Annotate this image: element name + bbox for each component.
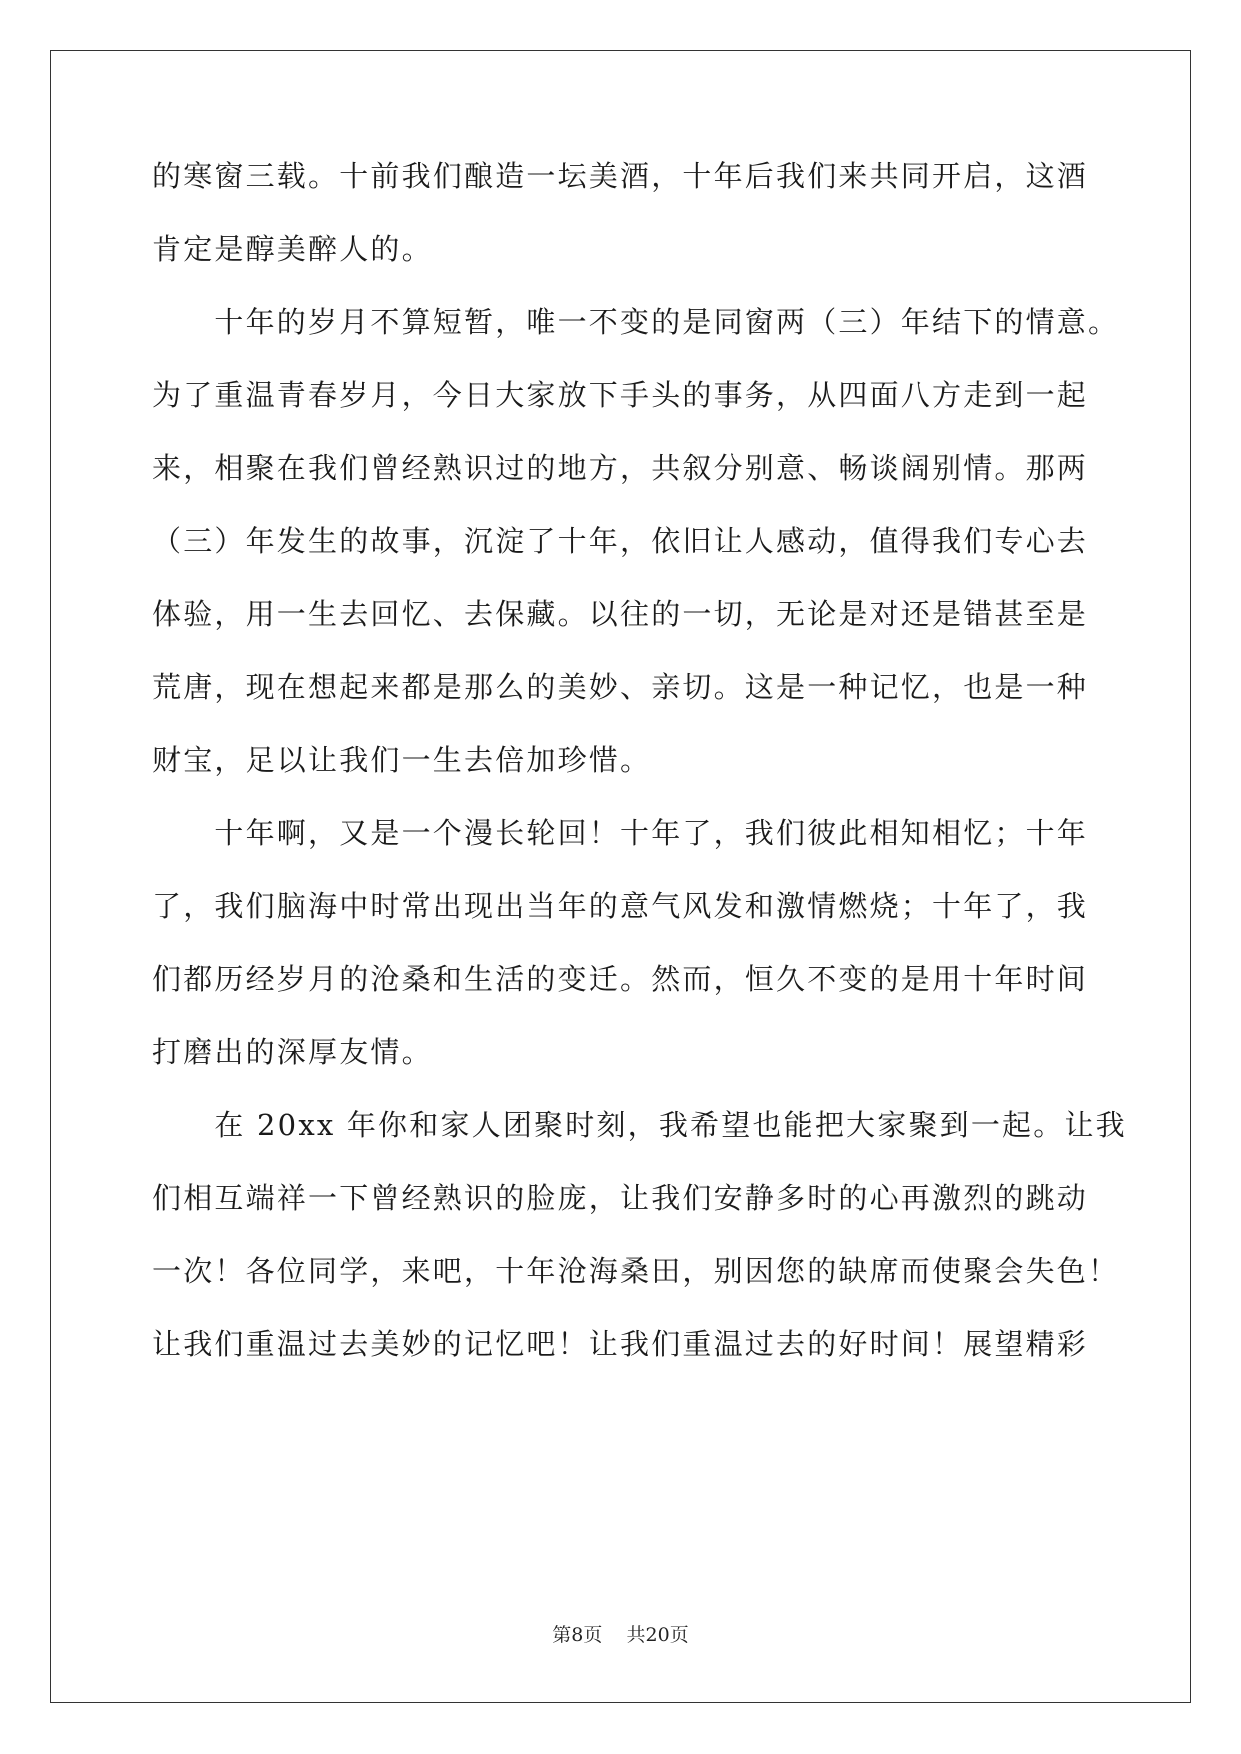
page-total: 20 <box>645 1624 670 1646</box>
text-line: 在 20xx 年你和家人团聚时刻，我希望也能把大家聚到一起。让我 <box>152 1108 1127 1142</box>
text-line: 肯定是醇美醉人的。 <box>152 232 433 266</box>
page-number-current: 8 <box>571 1624 584 1646</box>
text-line: 打磨出的深厚友情。 <box>152 1035 433 1069</box>
text-line: 为了重温青春岁月，今日大家放下手头的事务，从四面八方走到一起 <box>152 378 1089 412</box>
text-line: 一次！各位同学，来吧，十年沧海桑田，别因您的缺席而使聚会失色！ <box>152 1254 1120 1288</box>
text-line: 的寒窗三载。十前我们酿造一坛美酒，十年后我们来共同开启，这酒 <box>152 159 1089 193</box>
text-line: 荒唐，现在想起来都是那么的美妙、亲切。这是一种记忆，也是一种 <box>152 670 1089 704</box>
text-line: 来，相聚在我们曾经熟识过的地方，共叙分别意、畅谈阔别情。那两 <box>152 451 1089 485</box>
page-total-prefix: 共 <box>626 1624 646 1646</box>
text-line: 体验，用一生去回忆、去保藏。以往的一切，无论是对还是错甚至是 <box>152 597 1089 631</box>
text-line: （三）年发生的故事，沉淀了十年，依旧让人感动，值得我们专心去 <box>152 524 1089 558</box>
text-line: 们都历经岁月的沧桑和生活的变迁。然而，恒久不变的是用十年时间 <box>152 962 1089 996</box>
text-line: 让我们重温过去美妙的记忆吧！让我们重温过去的好时间！展望精彩 <box>152 1327 1089 1361</box>
text-line: 了，我们脑海中时常出现出当年的意气风发和激情燃烧；十年了，我 <box>152 889 1089 923</box>
text-line: 十年的岁月不算短暂，唯一不变的是同窗两（三）年结下的情意。 <box>152 305 1120 339</box>
page-number-suffix: 页 <box>583 1624 603 1646</box>
text-line: 们相互端祥一下曾经熟识的脸庞，让我们安静多时的心再激烈的跳动 <box>152 1181 1089 1215</box>
text-line: 十年啊，又是一个漫长轮回！十年了，我们彼此相知相忆；十年 <box>152 816 1089 850</box>
text-line: 财宝，足以让我们一生去倍加珍惜。 <box>152 743 652 777</box>
page-footer <box>0 1620 1241 1647</box>
page-border <box>50 50 1191 1703</box>
page-number-prefix: 第 <box>552 1624 572 1646</box>
page-total-suffix: 页 <box>669 1624 689 1646</box>
